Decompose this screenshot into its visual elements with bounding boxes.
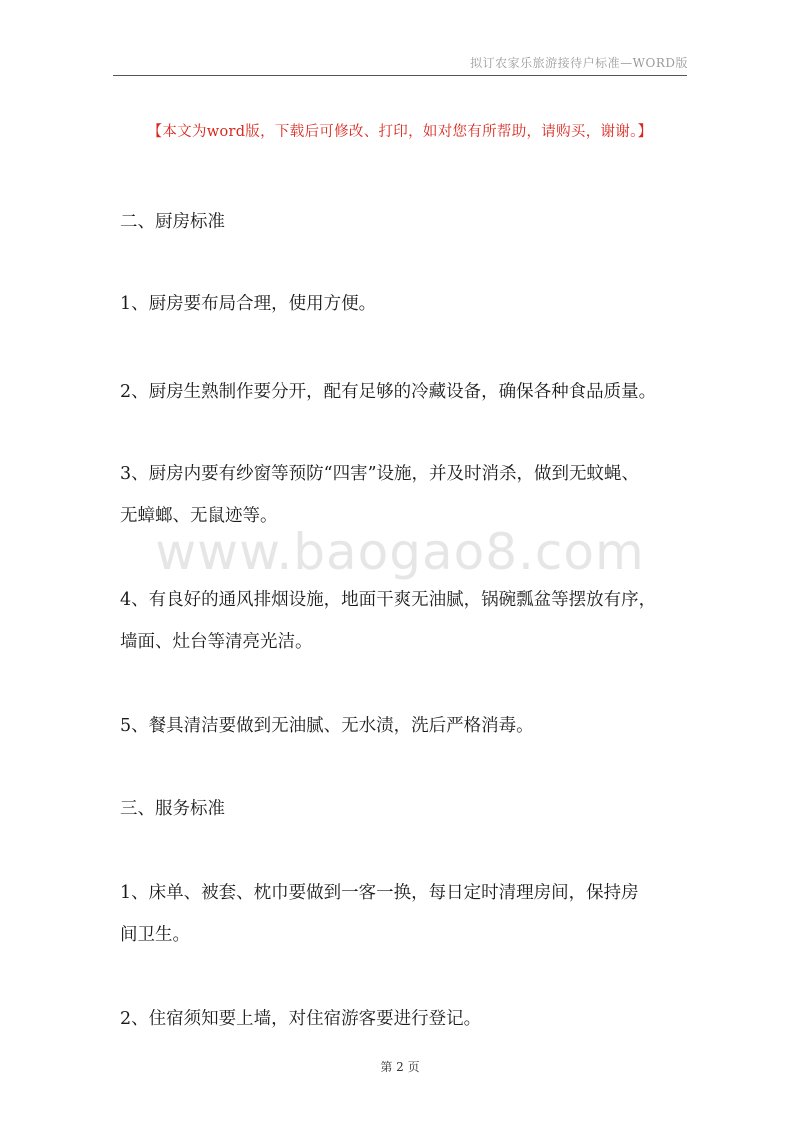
page-header-title: 拟订农家乐旅游接待户标准—WORD版	[470, 56, 688, 70]
purchase-notice: 【本文为word版，下载后可修改、打印，如对您有所帮助，请购买，谢谢。】	[147, 124, 653, 140]
service-item-1-line-2: 间卫生。	[120, 925, 190, 945]
section-heading-kitchen: 二、厨房标准	[120, 212, 225, 232]
section-heading-service: 三、服务标准	[120, 799, 225, 819]
watermark: www.baogao8.com	[155, 523, 645, 581]
service-item-1-line-1: 1、床单、被套、枕巾要做到一客一换，每日定时清理房间，保持房	[120, 883, 639, 903]
kitchen-item-5: 5、餐具清洁要做到无油腻、无水渍，洗后严格消毒。	[120, 716, 534, 736]
service-item-2: 2、住宿须知要上墙，对住宿游客要进行登记。	[120, 1009, 482, 1029]
kitchen-item-4-line-1: 4、有良好的通风排烟设施，地面干爽无油腻，锅碗瓢盆等摆放有序，	[120, 590, 657, 610]
header-divider	[113, 75, 687, 76]
page-number: 第 2 页	[380, 1060, 420, 1074]
kitchen-item-4-line-2: 墙面、灶台等清亮光洁。	[120, 632, 313, 652]
kitchen-item-2: 2、厨房生熟制作要分开，配有足够的冷藏设备，确保各种食品质量。	[120, 382, 657, 402]
kitchen-item-1: 1、厨房要布局合理，使用方便。	[120, 294, 377, 314]
kitchen-item-3-line-1: 3、厨房内要有纱窗等预防“四害”设施，并及时消杀，做到无蚊蝇、	[120, 464, 640, 484]
kitchen-item-3-line-2: 无蟑螂、无鼠迹等。	[120, 506, 278, 526]
